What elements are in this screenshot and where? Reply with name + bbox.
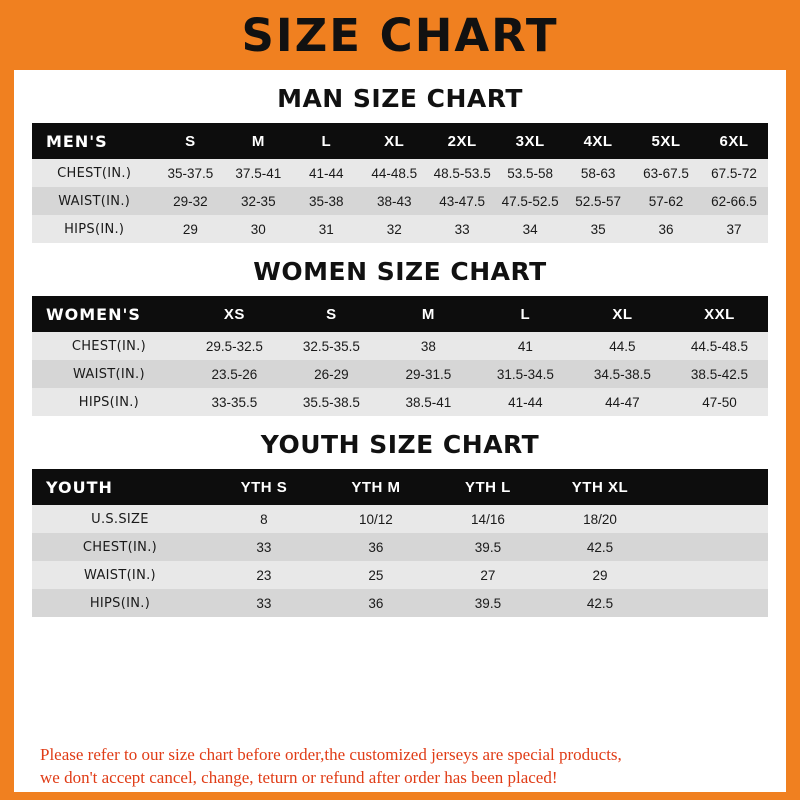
youth-cell: 8: [208, 505, 320, 533]
women-cell: 41-44: [477, 388, 574, 416]
table-header-row: [32, 123, 768, 159]
youth-cell: 10/12: [320, 505, 432, 533]
content-area: [14, 84, 786, 617]
women-cell: 44.5: [574, 332, 671, 360]
women-corner-label: WOMEN'S: [32, 296, 186, 332]
men-table-head: [32, 123, 768, 159]
header-banner: [0, 0, 800, 70]
youth-cell: 42.5: [544, 589, 656, 617]
men-cell: 62-66.5: [700, 187, 768, 215]
men-cell: 29-32: [156, 187, 224, 215]
women-cell: 44.5-48.5: [671, 332, 768, 360]
women-table-head: [32, 296, 768, 332]
men-col-header: S: [156, 123, 224, 159]
men-cell: 37.5-41: [224, 159, 292, 187]
youth-cell: 39.5: [432, 533, 544, 561]
section-title-men: MAN SIZE CHART: [277, 84, 523, 113]
women-cell: 29.5-32.5: [186, 332, 283, 360]
youth-cell: 36: [320, 533, 432, 561]
youth-col-header: YTH XL: [544, 469, 656, 505]
youth-cell-spacer: [656, 533, 768, 561]
section-men: [32, 84, 768, 243]
youth-cell: 39.5: [432, 589, 544, 617]
table-row: [32, 533, 768, 561]
table-row: [32, 360, 768, 388]
table-row: [32, 215, 768, 243]
women-cell: 38.5-42.5: [671, 360, 768, 388]
women-row-label: CHEST(IN.): [32, 332, 186, 360]
youth-row-label: U.S.SIZE: [32, 505, 208, 533]
men-cell: 30: [224, 215, 292, 243]
table-row: [32, 159, 768, 187]
table-row: [32, 187, 768, 215]
men-row-label: WAIST(IN.): [32, 187, 156, 215]
youth-cell-spacer: [656, 505, 768, 533]
section-title-women: WOMEN SIZE CHART: [253, 257, 547, 286]
men-col-header: 2XL: [428, 123, 496, 159]
men-cell: 58-63: [564, 159, 632, 187]
bottom-accent-bar: [14, 792, 786, 800]
men-col-header: M: [224, 123, 292, 159]
youth-cell: 18/20: [544, 505, 656, 533]
table-row: [32, 388, 768, 416]
men-cell: 35: [564, 215, 632, 243]
men-cell: 33: [428, 215, 496, 243]
men-col-header: L: [292, 123, 360, 159]
men-cell: 47.5-52.5: [496, 187, 564, 215]
women-cell: 34.5-38.5: [574, 360, 671, 388]
youth-cell: 25: [320, 561, 432, 589]
youth-row-label: WAIST(IN.): [32, 561, 208, 589]
men-cell: 37: [700, 215, 768, 243]
men-table-body: [32, 159, 768, 243]
women-cell: 33-35.5: [186, 388, 283, 416]
men-row-label: HIPS(IN.): [32, 215, 156, 243]
men-cell: 57-62: [632, 187, 700, 215]
youth-cell: 42.5: [544, 533, 656, 561]
men-cell: 38-43: [360, 187, 428, 215]
men-cell: 35-37.5: [156, 159, 224, 187]
men-cell: 35-38: [292, 187, 360, 215]
men-cell: 32-35: [224, 187, 292, 215]
men-col-header: 4XL: [564, 123, 632, 159]
men-cell: 36: [632, 215, 700, 243]
women-cell: 31.5-34.5: [477, 360, 574, 388]
men-cell: 34: [496, 215, 564, 243]
youth-cell: 27: [432, 561, 544, 589]
youth-cell-spacer: [656, 561, 768, 589]
women-cell: 41: [477, 332, 574, 360]
table-header-row: [32, 469, 768, 505]
youth-cell-spacer: [656, 589, 768, 617]
men-col-header: 5XL: [632, 123, 700, 159]
youth-cell: 33: [208, 533, 320, 561]
youth-row-label: CHEST(IN.): [32, 533, 208, 561]
youth-corner-label: YOUTH: [32, 469, 208, 505]
women-col-header: S: [283, 296, 380, 332]
men-cell: 53.5-58: [496, 159, 564, 187]
women-cell: 38: [380, 332, 477, 360]
men-cell: 48.5-53.5: [428, 159, 496, 187]
women-size-table: [32, 296, 768, 416]
youth-cell: 29: [544, 561, 656, 589]
youth-cell: 23: [208, 561, 320, 589]
footer-note-line-2: we don't accept cancel, change, teturn or refund after order has been placed!: [40, 768, 558, 788]
men-cell: 63-67.5: [632, 159, 700, 187]
youth-cell: 14/16: [432, 505, 544, 533]
men-cell: 52.5-57: [564, 187, 632, 215]
women-cell: 26-29: [283, 360, 380, 388]
page-title: SIZE CHART: [241, 8, 559, 62]
women-col-header: XL: [574, 296, 671, 332]
women-col-header: XS: [186, 296, 283, 332]
women-cell: 23.5-26: [186, 360, 283, 388]
men-cell: 31: [292, 215, 360, 243]
women-cell: 47-50: [671, 388, 768, 416]
youth-col-header: YTH S: [208, 469, 320, 505]
men-cell: 29: [156, 215, 224, 243]
youth-table-head: [32, 469, 768, 505]
men-row-label: CHEST(IN.): [32, 159, 156, 187]
men-size-table: [32, 123, 768, 243]
women-cell: 32.5-35.5: [283, 332, 380, 360]
women-col-header: XXL: [671, 296, 768, 332]
youth-col-spacer: [656, 469, 768, 505]
women-row-label: HIPS(IN.): [32, 388, 186, 416]
table-row: [32, 332, 768, 360]
men-cell: 67.5-72: [700, 159, 768, 187]
youth-size-table: [32, 469, 768, 617]
men-col-header: XL: [360, 123, 428, 159]
men-cell: 43-47.5: [428, 187, 496, 215]
table-row: [32, 561, 768, 589]
men-col-header: 3XL: [496, 123, 564, 159]
youth-cell: 36: [320, 589, 432, 617]
men-col-header: 6XL: [700, 123, 768, 159]
table-header-row: [32, 296, 768, 332]
youth-table-body: [32, 505, 768, 617]
section-youth: [32, 430, 768, 617]
men-corner-label: MEN'S: [32, 123, 156, 159]
youth-col-header: YTH L: [432, 469, 544, 505]
women-cell: 29-31.5: [380, 360, 477, 388]
youth-col-header: YTH M: [320, 469, 432, 505]
women-cell: 38.5-41: [380, 388, 477, 416]
table-row: [32, 589, 768, 617]
section-title-youth: YOUTH SIZE CHART: [260, 430, 540, 459]
youth-row-label: HIPS(IN.): [32, 589, 208, 617]
men-cell: 41-44: [292, 159, 360, 187]
men-cell: 32: [360, 215, 428, 243]
table-row: [32, 505, 768, 533]
women-table-body: [32, 332, 768, 416]
section-women: [32, 257, 768, 416]
women-cell: 35.5-38.5: [283, 388, 380, 416]
women-row-label: WAIST(IN.): [32, 360, 186, 388]
women-col-header: L: [477, 296, 574, 332]
footer-note-line-1: Please refer to our size chart before order,the customized jerseys are special products,: [40, 745, 622, 765]
men-cell: 44-48.5: [360, 159, 428, 187]
youth-cell: 33: [208, 589, 320, 617]
footer-note: [28, 736, 772, 800]
women-cell: 44-47: [574, 388, 671, 416]
women-col-header: M: [380, 296, 477, 332]
